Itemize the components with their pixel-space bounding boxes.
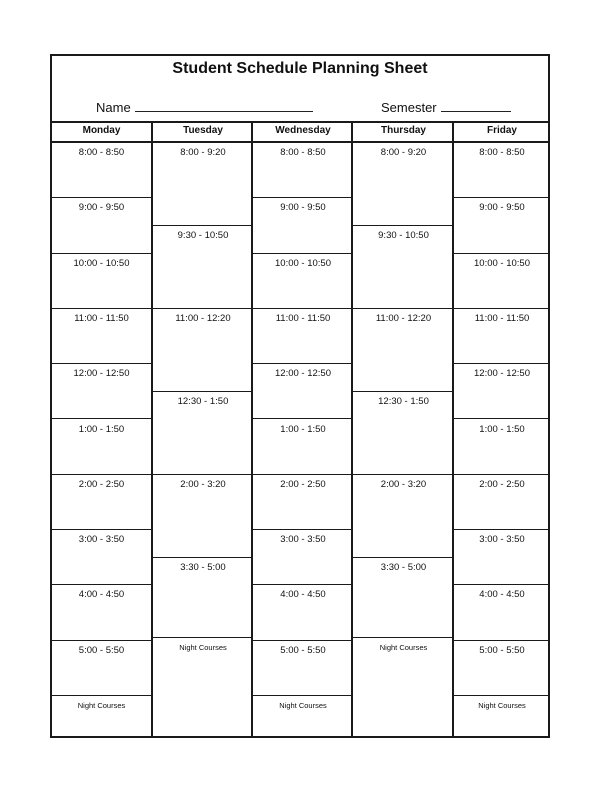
time-slot[interactable] [52,420,151,475]
time-slot[interactable] [454,641,550,696]
semester-label: Semester [381,100,437,115]
time-slot[interactable] [454,530,550,585]
time-slot-label: Night Courses [279,701,327,710]
time-slot[interactable] [253,364,353,419]
day-header-divider [52,141,548,143]
time-slot-label: Night Courses [179,643,227,652]
time-slot[interactable] [52,254,151,309]
time-slot[interactable] [454,198,550,253]
time-slot-label: Night Courses [379,643,428,652]
time-slot[interactable] [253,696,353,738]
time-slot[interactable] [253,143,353,198]
time-slot-label: 3:00 - 3:50 [479,534,525,546]
time-slot[interactable] [353,143,454,226]
time-slot-label: 12:00 - 12:50 [474,368,530,380]
day-column-friday [452,121,550,736]
time-slot-label: 8:00 - 8:50 [78,147,125,158]
time-slot[interactable] [454,420,550,475]
time-slot-label: 3:30 - 5:00 [380,562,427,573]
time-slot[interactable] [52,696,151,738]
time-slot[interactable] [253,198,353,253]
time-slot[interactable] [153,558,253,638]
time-slot-label: 11:00 - 12:20 [375,313,432,324]
day-column-tuesday [151,121,253,736]
day-header-friday: Friday [486,125,517,136]
time-slot[interactable] [253,475,353,530]
time-slot[interactable] [153,392,253,475]
name-label: Name [96,100,131,115]
page-title: Student Schedule Planning Sheet [172,60,428,77]
time-slot[interactable] [52,530,151,585]
time-slot[interactable] [454,309,550,364]
name-blank-line[interactable] [135,100,313,112]
time-slot-label: Night Courses [77,701,126,710]
time-slot-label: 2:00 - 2:50 [479,478,525,490]
time-slot-label: 2:00 - 2:50 [280,478,326,490]
time-slot[interactable] [153,638,253,738]
time-slot[interactable] [52,309,151,364]
time-slot[interactable] [52,475,151,530]
time-slot-label: 10:00 - 10:50 [73,257,130,269]
time-slot-label: 8:00 - 8:50 [479,147,525,158]
time-slot[interactable] [153,309,253,392]
time-slot-label: Night Courses [478,701,526,710]
time-slot-label: 8:00 - 9:20 [180,147,226,158]
time-slot[interactable] [454,696,550,738]
time-slot-label: 3:30 - 5:00 [180,562,226,573]
slot-list [353,143,454,738]
time-slot-label: 8:00 - 8:50 [280,147,326,158]
time-slot-label: 12:00 - 12:50 [275,368,331,380]
time-slot[interactable] [353,475,454,558]
slot-list [153,143,253,738]
time-slot[interactable] [253,530,353,585]
time-slot[interactable] [353,558,454,638]
time-slot[interactable] [52,198,151,253]
slot-list [253,143,353,738]
time-slot[interactable] [454,143,550,198]
schedule-sheet [50,54,550,738]
slot-list [52,143,151,738]
time-slot[interactable] [253,641,353,696]
time-slot-label: 12:30 - 1:50 [177,396,229,407]
time-slot[interactable] [153,475,253,558]
time-slot[interactable] [52,143,151,198]
time-slot-label: 1:00 - 1:50 [479,423,525,435]
time-slot-label: 5:00 - 5:50 [479,644,525,656]
time-slot-label: 9:00 - 9:50 [78,202,125,214]
time-slot-label: 1:00 - 1:50 [78,423,125,435]
time-slot-label: 4:00 - 4:50 [280,589,326,601]
time-slot[interactable] [454,585,550,640]
time-slot-label: 3:00 - 3:50 [78,534,125,546]
time-slot-label: 9:30 - 10:50 [378,230,429,241]
time-slot[interactable] [353,309,454,392]
semester-blank-line[interactable] [441,100,511,112]
time-slot-label: 9:30 - 10:50 [177,230,229,241]
time-slot-label: 10:00 - 10:50 [275,257,331,269]
day-header-wednesday: Wednesday [275,125,331,136]
time-slot-label: 10:00 - 10:50 [474,257,530,269]
time-slot-label: 11:00 - 12:20 [175,313,231,324]
time-slot-label: 2:00 - 3:20 [380,479,427,490]
time-slot[interactable] [353,226,454,309]
time-slot[interactable] [353,638,454,738]
time-slot[interactable] [454,364,550,419]
time-slot-label: 11:00 - 11:50 [474,312,530,324]
time-slot-label: 3:00 - 3:50 [280,534,326,546]
time-slot[interactable] [52,585,151,640]
time-slot[interactable] [353,392,454,475]
time-slot[interactable] [52,641,151,696]
time-slot-label: 5:00 - 5:50 [280,644,326,656]
day-header-tuesday: Tuesday [183,125,223,136]
time-slot-label: 2:00 - 2:50 [78,478,125,490]
day-header-thursday: Thursday [380,125,426,136]
day-header-monday: Monday [82,125,121,136]
time-slot[interactable] [253,585,353,640]
time-slot-label: 9:00 - 9:50 [479,202,525,214]
day-column-monday [52,121,151,736]
time-slot[interactable] [52,364,151,419]
time-slot[interactable] [153,143,253,226]
slot-list [454,143,550,738]
day-column-wednesday [251,121,353,736]
time-slot-label: 4:00 - 4:50 [479,589,525,601]
time-slot-label: 2:00 - 3:20 [180,479,226,490]
time-slot-label: 4:00 - 4:50 [78,589,125,601]
name-field [96,100,313,115]
time-slot-label: 8:00 - 9:20 [380,147,427,158]
time-slot-label: 11:00 - 11:50 [275,312,331,324]
time-slot[interactable] [253,254,353,309]
time-slot-label: 12:30 - 1:50 [378,396,429,407]
time-slot[interactable] [454,475,550,530]
time-slot[interactable] [253,420,353,475]
time-slot-label: 1:00 - 1:50 [280,423,326,435]
time-slot[interactable] [253,309,353,364]
time-slot-label: 11:00 - 11:50 [74,312,129,324]
time-slot[interactable] [454,254,550,309]
day-column-thursday [351,121,454,736]
time-slot-label: 5:00 - 5:50 [78,644,125,656]
time-slot[interactable] [153,226,253,309]
time-slot-label: 9:00 - 9:50 [280,202,326,214]
semester-field [381,100,511,115]
time-slot-label: 12:00 - 12:50 [73,368,130,380]
